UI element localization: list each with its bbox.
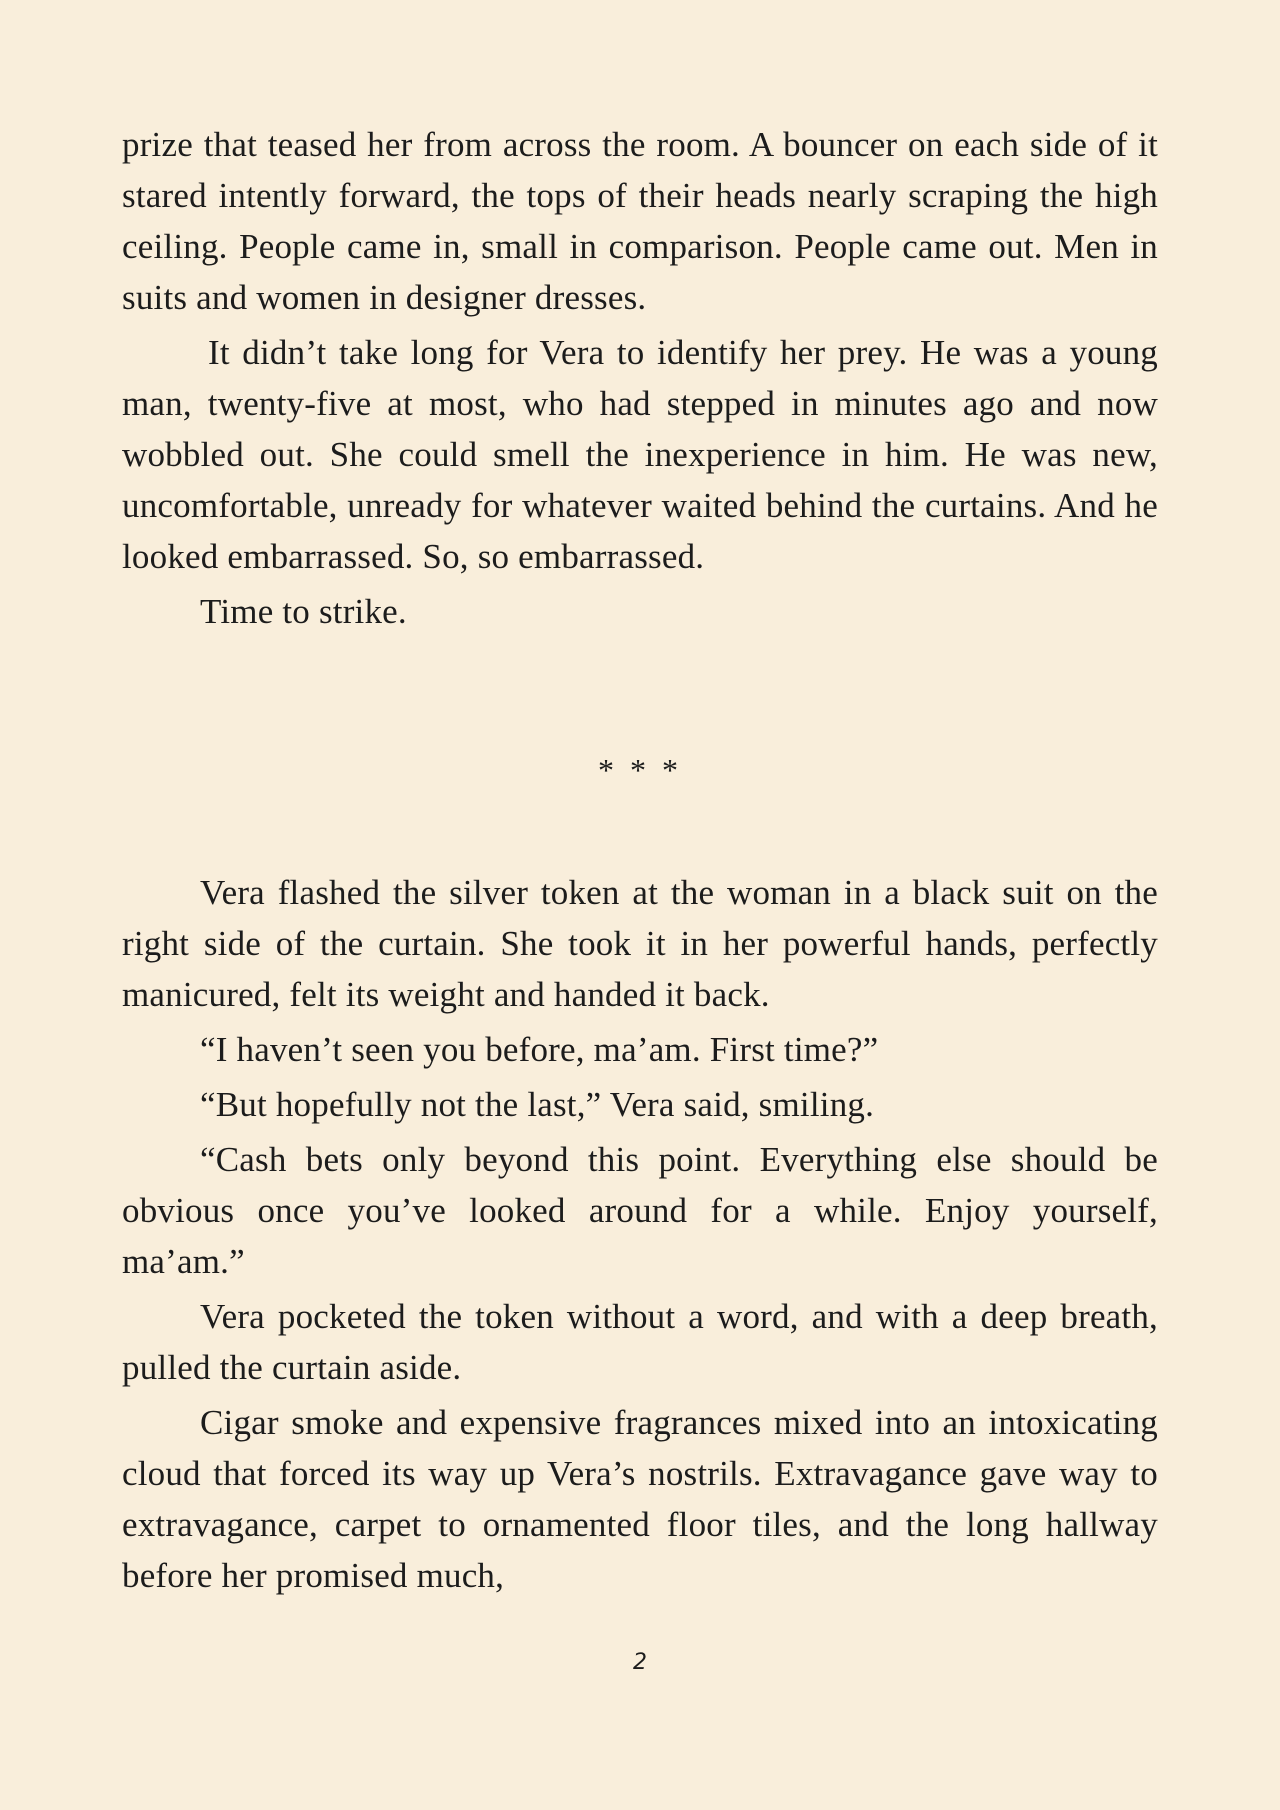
paragraph: “Cash bets only beyond this point. Everything else should be obvious once you’ve looked around for a while. Enjoy yourself, ma’am.” <box>122 1140 1158 1281</box>
paragraph: Vera flashed the silver token at the woman in a black suit on the right side of the curtain. She took it in her powerful hands, perfectly manicured, felt its weight and handed it back. <box>122 873 1158 1014</box>
page-number: 2 <box>633 1650 647 1675</box>
scene-break: * * * <box>598 752 682 788</box>
paragraph: Vera pocketed the token without a word, and with a deep breath, pulled the curtain aside. <box>122 1297 1158 1387</box>
text-block-before-break <box>122 119 1158 641</box>
paragraph: “But hopefully not the last,” Vera said, smiling. <box>200 1085 875 1124</box>
paragraph: Cigar smoke and expensive fragrances mixed into an intoxicating cloud that forced its way up Vera’s nostrils. Extravagance gave way to extravagance, carpet to ornamented floor tiles, and the long hallway before her promised much, <box>122 1403 1158 1595</box>
text-block-after-break <box>122 867 1158 1605</box>
paragraph-continued: prize that teased her from across the room. A bouncer on each side of it stared intently forward, the tops of their heads nearly scraping the high ceiling. People came in, small in comparison. People came out. Men in suits and women in designer dresses. <box>122 125 1158 317</box>
paragraph: It didn’t take long for Vera to identify her prey. He was a young man, twenty-five at most, who had stepped in minutes ago and now wobbled out. She could smell the inexperience in him. He was new, uncomfortable, unready for whatever waited behind the curtains. And he looked embarrassed. So, so embarrassed. <box>122 333 1158 576</box>
paragraph: Time to strike. <box>200 592 407 631</box>
paragraph: “I haven’t seen you before, ma’am. First time?” <box>200 1030 879 1069</box>
